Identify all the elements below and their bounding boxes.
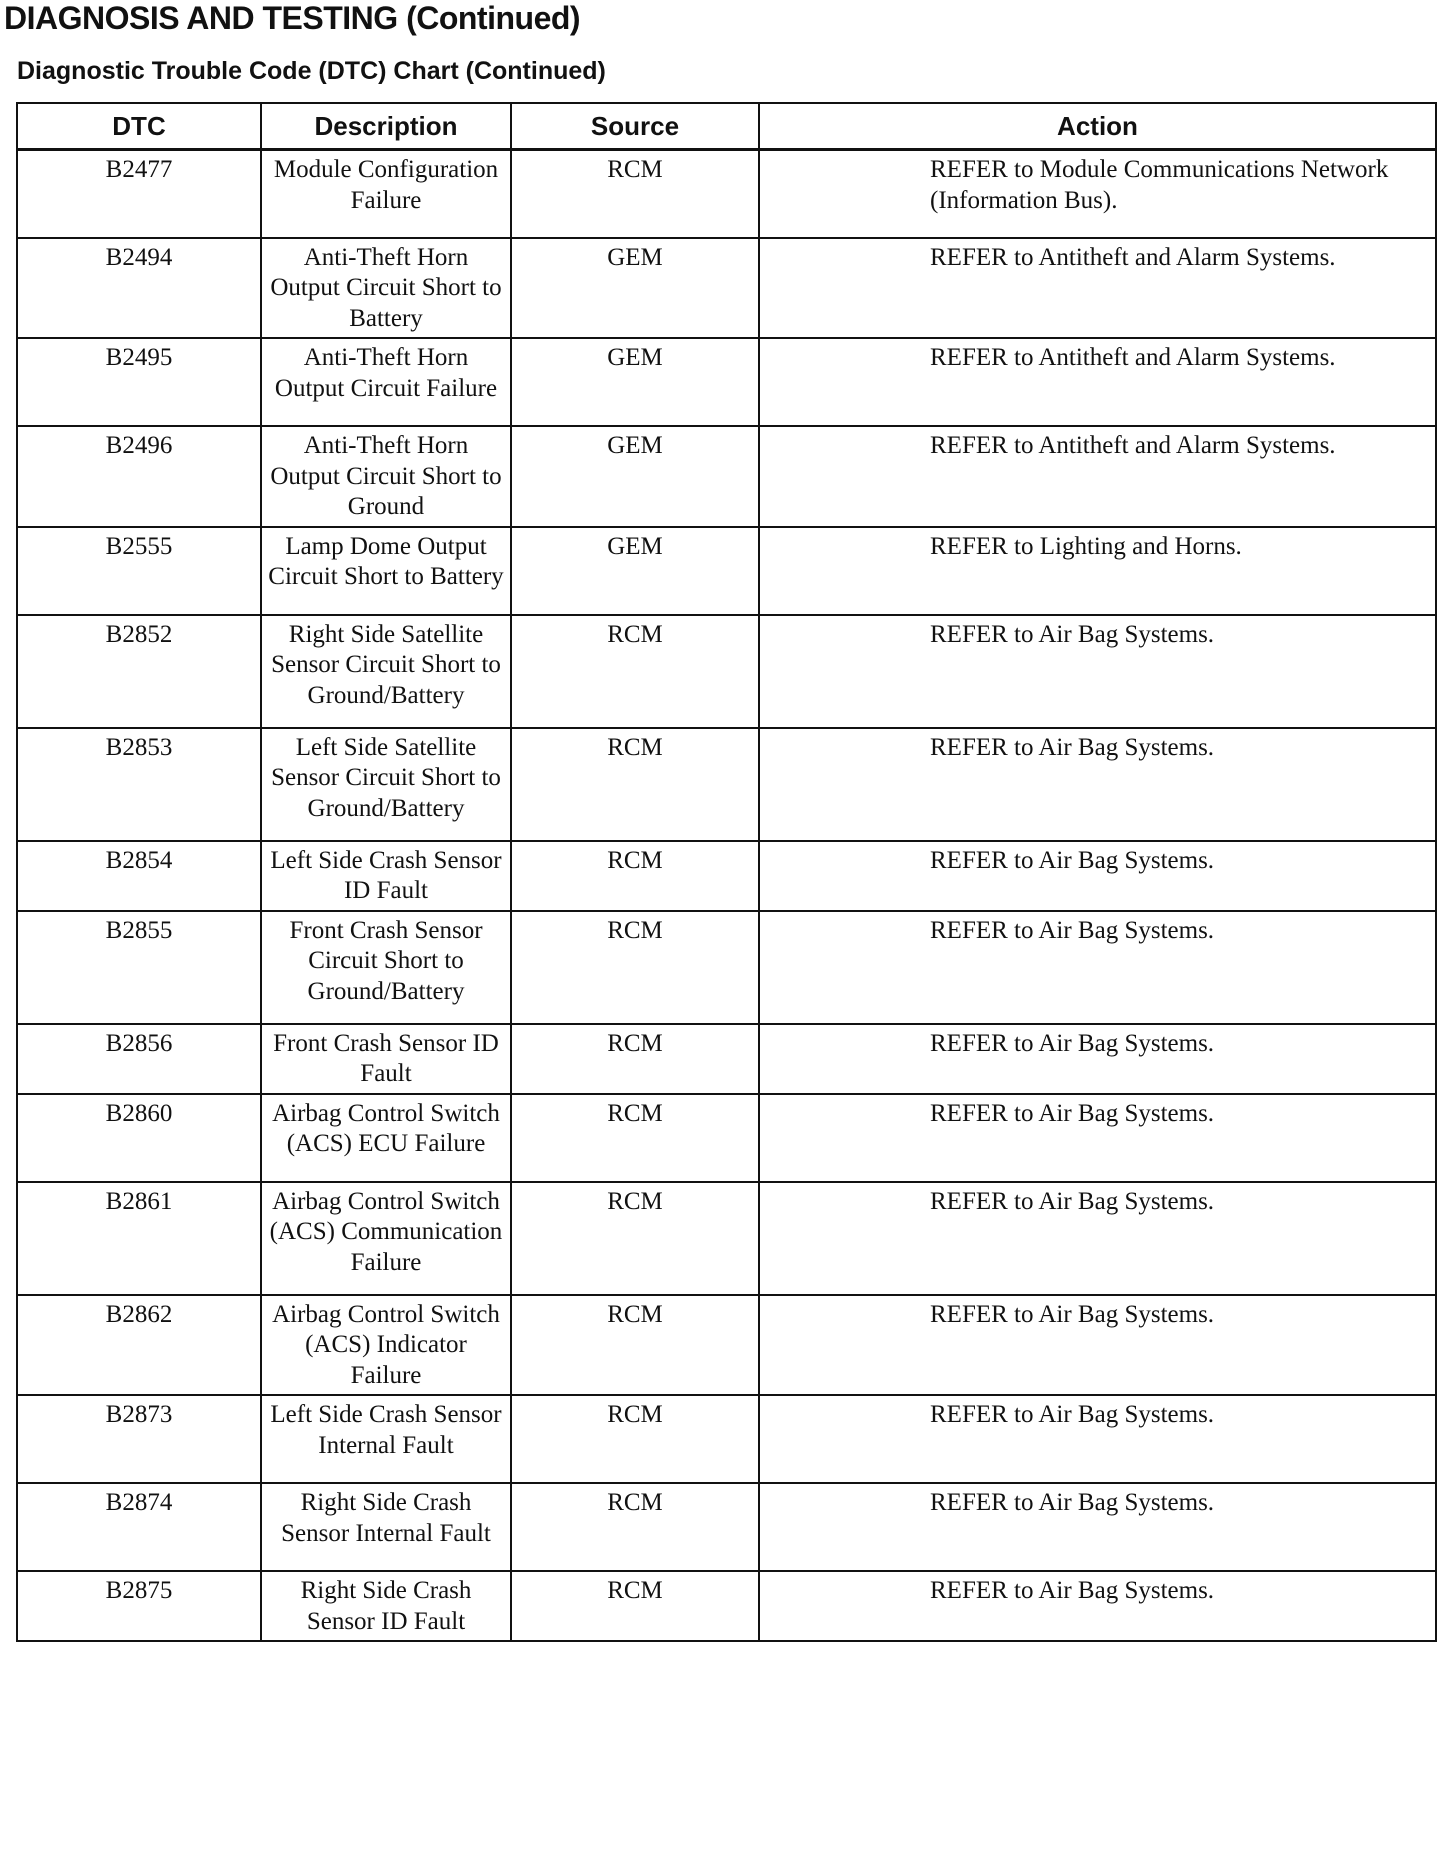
description-cell: Left Side Crash Sensor ID Fault	[261, 841, 511, 911]
action-cell: REFER to Antitheft and Alarm Systems.	[759, 338, 1436, 426]
source-cell: RCM	[511, 1094, 759, 1182]
table-row	[17, 728, 1436, 841]
source-cell: GEM	[511, 338, 759, 426]
action-cell: REFER to Air Bag Systems.	[759, 1571, 1436, 1641]
dtc-code-cell: B2495	[17, 338, 261, 426]
source-cell: RCM	[511, 911, 759, 1024]
source-cell: RCM	[511, 1182, 759, 1295]
table-row	[17, 1024, 1436, 1094]
column-header-source: Source	[511, 103, 759, 150]
source-cell: GEM	[511, 238, 759, 339]
dtc-code-cell: B2555	[17, 527, 261, 615]
description-cell: Right Side Crash Sensor ID Fault	[261, 1571, 511, 1641]
table-row	[17, 841, 1436, 911]
action-cell: REFER to Air Bag Systems.	[759, 728, 1436, 841]
table-row	[17, 1395, 1436, 1483]
action-cell: REFER to Air Bag Systems.	[759, 1483, 1436, 1571]
description-cell: Right Side Satellite Sensor Circuit Short to Ground/Battery	[261, 615, 511, 728]
table-row	[17, 1094, 1436, 1182]
dtc-code-cell: B2852	[17, 615, 261, 728]
table-row	[17, 238, 1436, 339]
table-header-row	[17, 103, 1436, 150]
source-cell: RCM	[511, 615, 759, 728]
description-cell: Airbag Control Switch (ACS) Communication Failure	[261, 1182, 511, 1295]
action-cell: REFER to Module Communications Network (Information Bus).	[759, 150, 1436, 238]
table-row	[17, 1571, 1436, 1641]
table-row	[17, 911, 1436, 1024]
source-cell: RCM	[511, 1483, 759, 1571]
table-row	[17, 527, 1436, 615]
dtc-code-cell: B2860	[17, 1094, 261, 1182]
source-cell: RCM	[511, 728, 759, 841]
dtc-chart-table	[16, 102, 1437, 1642]
table-row	[17, 150, 1436, 238]
source-cell: RCM	[511, 1571, 759, 1641]
action-cell: REFER to Air Bag Systems.	[759, 911, 1436, 1024]
source-cell: RCM	[511, 1024, 759, 1094]
description-cell: Left Side Crash Sensor Internal Fault	[261, 1395, 511, 1483]
dtc-code-cell: B2862	[17, 1295, 261, 1396]
action-cell: REFER to Antitheft and Alarm Systems.	[759, 238, 1436, 339]
action-cell: REFER to Air Bag Systems.	[759, 615, 1436, 728]
table-row	[17, 615, 1436, 728]
source-cell: GEM	[511, 527, 759, 615]
dtc-code-cell: B2873	[17, 1395, 261, 1483]
description-cell: Anti-Theft Horn Output Circuit Short to Ground	[261, 426, 511, 527]
source-cell: GEM	[511, 426, 759, 527]
table-row	[17, 426, 1436, 527]
action-cell: REFER to Air Bag Systems.	[759, 1182, 1436, 1295]
dtc-code-cell: B2856	[17, 1024, 261, 1094]
description-cell: Right Side Crash Sensor Internal Fault	[261, 1483, 511, 1571]
dtc-code-cell: B2854	[17, 841, 261, 911]
source-cell: RCM	[511, 1295, 759, 1396]
action-cell: REFER to Antitheft and Alarm Systems.	[759, 426, 1436, 527]
column-header-action: Action	[759, 103, 1436, 150]
description-cell: Module Configuration Failure	[261, 150, 511, 238]
source-cell: RCM	[511, 1395, 759, 1483]
dtc-code-cell: B2477	[17, 150, 261, 238]
dtc-code-cell: B2874	[17, 1483, 261, 1571]
description-cell: Anti-Theft Horn Output Circuit Failure	[261, 338, 511, 426]
dtc-code-cell: B2853	[17, 728, 261, 841]
table-row	[17, 1295, 1436, 1396]
column-header-dtc: DTC	[17, 103, 261, 150]
description-cell: Front Crash Sensor Circuit Short to Ground/Battery	[261, 911, 511, 1024]
page-subtitle: Diagnostic Trouble Code (DTC) Chart (Continued)	[17, 57, 606, 85]
dtc-code-cell: B2855	[17, 911, 261, 1024]
action-cell: REFER to Air Bag Systems.	[759, 1024, 1436, 1094]
action-cell: REFER to Lighting and Horns.	[759, 527, 1436, 615]
page-title: DIAGNOSIS AND TESTING (Continued)	[4, 0, 581, 36]
dtc-code-cell: B2861	[17, 1182, 261, 1295]
source-cell: RCM	[511, 150, 759, 238]
description-cell: Airbag Control Switch (ACS) ECU Failure	[261, 1094, 511, 1182]
action-cell: REFER to Air Bag Systems.	[759, 1094, 1436, 1182]
table-row	[17, 1483, 1436, 1571]
description-cell: Lamp Dome Output Circuit Short to Battery	[261, 527, 511, 615]
source-cell: RCM	[511, 841, 759, 911]
description-cell: Front Crash Sensor ID Fault	[261, 1024, 511, 1094]
action-cell: REFER to Air Bag Systems.	[759, 841, 1436, 911]
table-row	[17, 1182, 1436, 1295]
description-cell: Left Side Satellite Sensor Circuit Short to Ground/Battery	[261, 728, 511, 841]
action-cell: REFER to Air Bag Systems.	[759, 1295, 1436, 1396]
column-header-description: Description	[261, 103, 511, 150]
table-row	[17, 338, 1436, 426]
table-header	[17, 103, 1436, 150]
dtc-code-cell: B2875	[17, 1571, 261, 1641]
description-cell: Anti-Theft Horn Output Circuit Short to Battery	[261, 238, 511, 339]
dtc-code-cell: B2494	[17, 238, 261, 339]
action-cell: REFER to Air Bag Systems.	[759, 1395, 1436, 1483]
dtc-code-cell: B2496	[17, 426, 261, 527]
table-body	[17, 150, 1436, 1642]
description-cell: Airbag Control Switch (ACS) Indicator Failure	[261, 1295, 511, 1396]
